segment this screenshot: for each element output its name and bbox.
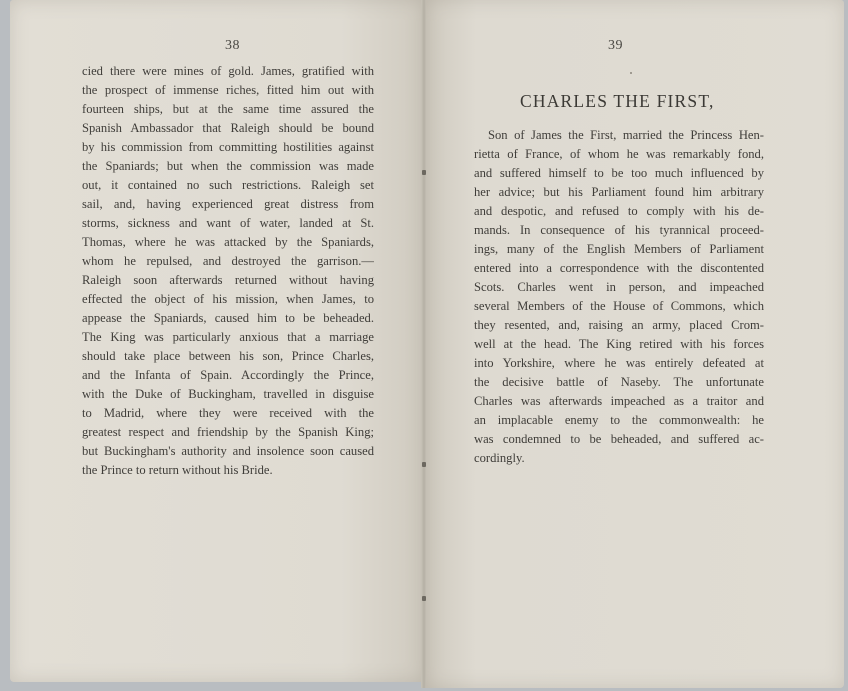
text-line: Raleigh soon afterwards returned without having — [82, 273, 374, 287]
left-page-body — [82, 62, 374, 480]
text-line: effected the object of his mission, when James, to — [82, 292, 374, 306]
text-line: appease the Spaniards, caused him to be beheaded. — [82, 311, 374, 325]
text-line: was condemned to be beheaded, and suffered ac- — [474, 432, 764, 446]
text-line: ings, many of the English Members of Parliament — [474, 242, 764, 256]
text-line: entered into a correspondence with the discontented — [474, 261, 764, 275]
text-line: Spanish Ambassador that Raleigh should be bound — [82, 121, 374, 135]
text-line: whom he repulsed, and destroyed the garrison.— — [82, 254, 374, 268]
text-line: an implacable enemy to the commonwealth: he — [474, 413, 764, 427]
right-page — [426, 0, 844, 688]
text-line: Scots. Charles went in person, and impeached — [474, 280, 764, 294]
text-line: Son of James the First, married the Princess Hen- — [488, 128, 764, 142]
text-line: to Madrid, where they were received with the — [82, 406, 374, 420]
right-page-body — [474, 126, 764, 468]
text-line: with the Duke of Buckingham, travelled in disguise — [82, 387, 374, 401]
text-line: but Buckingham's authority and insolence soon caused — [82, 444, 374, 458]
text-line: the prospect of immense riches, fitted him out with — [82, 83, 374, 97]
text-line: out, it contained no such restrictions. Raleigh set — [82, 178, 374, 192]
text-line: and suffered himself to be too much influenced by — [474, 166, 764, 180]
text-line: greatest respect and friendship by the Spanish King; — [82, 425, 374, 439]
text-line: well at the head. The King retired with his forces — [474, 337, 764, 351]
text-line: cied there were mines of gold. James, gratified with — [82, 64, 374, 78]
text-line: cordingly. — [474, 451, 525, 465]
text-line: Thomas, where he was attacked by the Spaniards, — [82, 235, 374, 249]
text-line: they resented, and, raising an army, placed Crom- — [474, 318, 764, 332]
left-page — [10, 0, 424, 682]
text-line: her advice; but his Parliament found him arbitrary — [474, 185, 764, 199]
text-line: by his commission from committing hostilities against — [82, 140, 374, 154]
text-line: the Spaniards; but when the commission was made — [82, 159, 374, 173]
page-number-right: 39 — [608, 38, 623, 53]
text-line: several Members of the House of Commons, which — [474, 299, 764, 313]
text-line: the Prince to return without his Bride. — [82, 463, 273, 477]
text-line: Charles was afterwards impeached as a traitor and — [474, 394, 764, 408]
text-line: the decisive battle of Naseby. The unfortunate — [474, 375, 764, 389]
text-line: should take place between his son, Prince Charles, — [82, 349, 374, 363]
text-line: fourteen ships, but at the same time assured the — [82, 102, 374, 116]
text-line: and despotic, and refused to comply with his de- — [474, 204, 764, 218]
paper-speck — [630, 72, 632, 74]
text-line: mands. In consequence of his tyrannical proceed- — [474, 223, 764, 237]
text-line: The King was particularly anxious that a marriage — [82, 330, 374, 344]
text-line: rietta of France, of whom he was remarkably fond, — [474, 147, 764, 161]
text-line: sail, and, having experienced great distress from — [82, 197, 374, 211]
text-line: and the Infanta of Spain. Accordingly the Prince, — [82, 368, 374, 382]
chapter-title: CHARLES THE FIRST, — [520, 91, 715, 111]
text-line: storms, sickness and want of water, landed at St. — [82, 216, 374, 230]
text-line: into Yorkshire, where he was entirely defeated at — [474, 356, 764, 370]
page-number-left: 38 — [225, 38, 240, 53]
